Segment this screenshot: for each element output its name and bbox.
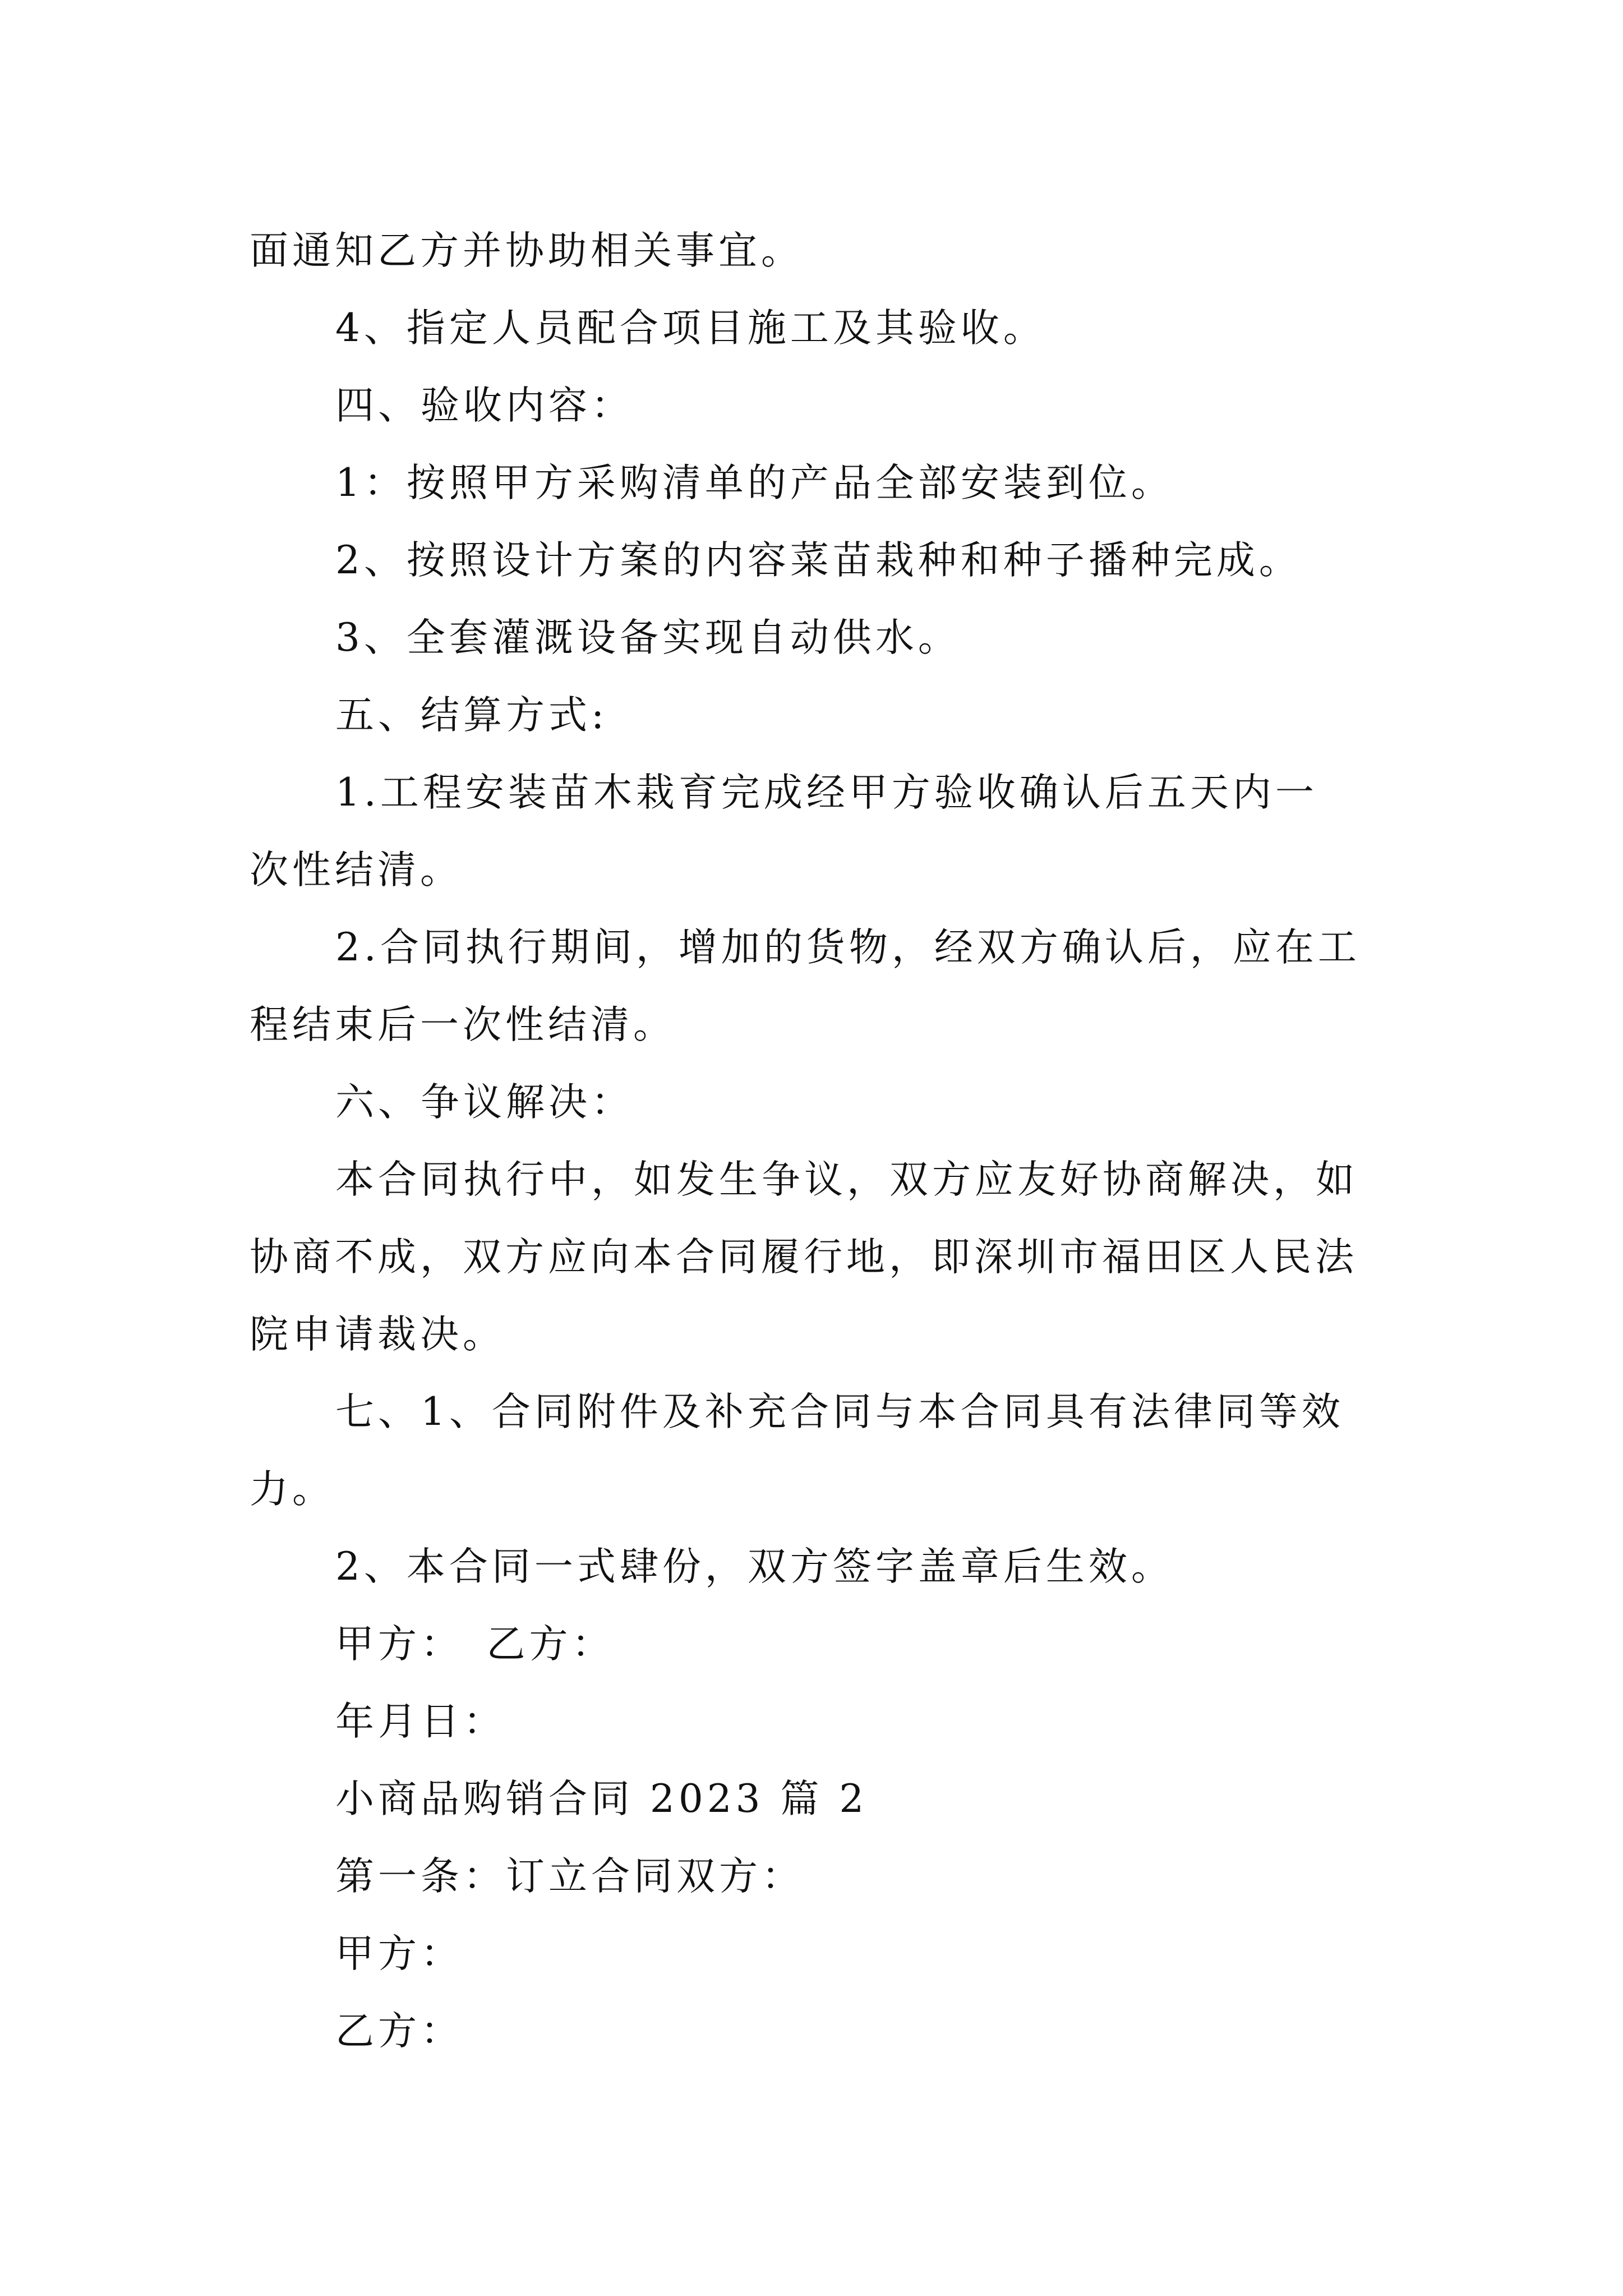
paragraph-line: 协商不成，双方应向本合同履行地，即深圳市福田区人民法 <box>250 1235 1358 1280</box>
paragraph-line: 程结束后一次性结清。 <box>250 1002 676 1047</box>
paragraph-line: 1：按照甲方采购清单的产品全部安装到位。 <box>335 461 1174 505</box>
paragraph-line: 院申请裁决。 <box>250 1312 505 1357</box>
paragraph-line: 3、全套灌溉设备实现自动供水。 <box>335 615 961 660</box>
section-heading: 六、争议解决： <box>335 1080 634 1125</box>
date-line: 年月日： <box>335 1699 506 1744</box>
paragraph-line: 4、指定人员配合项目施工及其验收。 <box>335 306 1046 351</box>
paragraph-line: 七、1、合同附件及补充合同与本合同具有法律同等效 <box>335 1389 1344 1434</box>
paragraph-line: 2、按照设计方案的内容菜苗栽种和种子播种完成。 <box>335 538 1302 583</box>
paragraph-line: 本合同执行中，如发生争议，双方应友好协商解决，如 <box>335 1157 1358 1202</box>
paragraph-line: 力。 <box>250 1467 335 1512</box>
paragraph-line: 2.合同执行期间，增加的货物，经双方确认后，应在工 <box>335 925 1361 970</box>
party-line: 乙方： <box>335 2009 463 2054</box>
signature-line: 甲方： 乙方： <box>335 1622 615 1667</box>
paragraph-line: 面通知乙方并协助相关事宜。 <box>250 228 804 273</box>
document-body <box>250 212 1377 2070</box>
party-line: 甲方： <box>335 1931 463 1976</box>
section-heading: 五、结算方式: <box>335 693 608 738</box>
paragraph-line: 2、本合同一式肆份，双方签字盖章后生效。 <box>335 1544 1174 1589</box>
paragraph-line: 1.工程安装苗木栽育完成经甲方验收确认后五天内一 <box>335 770 1318 815</box>
paragraph-line: 次性结清。 <box>250 848 463 892</box>
section-heading: 第一条：订立合同双方： <box>335 1854 804 1899</box>
section-heading: 四、验收内容： <box>335 383 634 428</box>
contract-title: 小商品购销合同 2023 篇 2 <box>335 1777 868 1821</box>
